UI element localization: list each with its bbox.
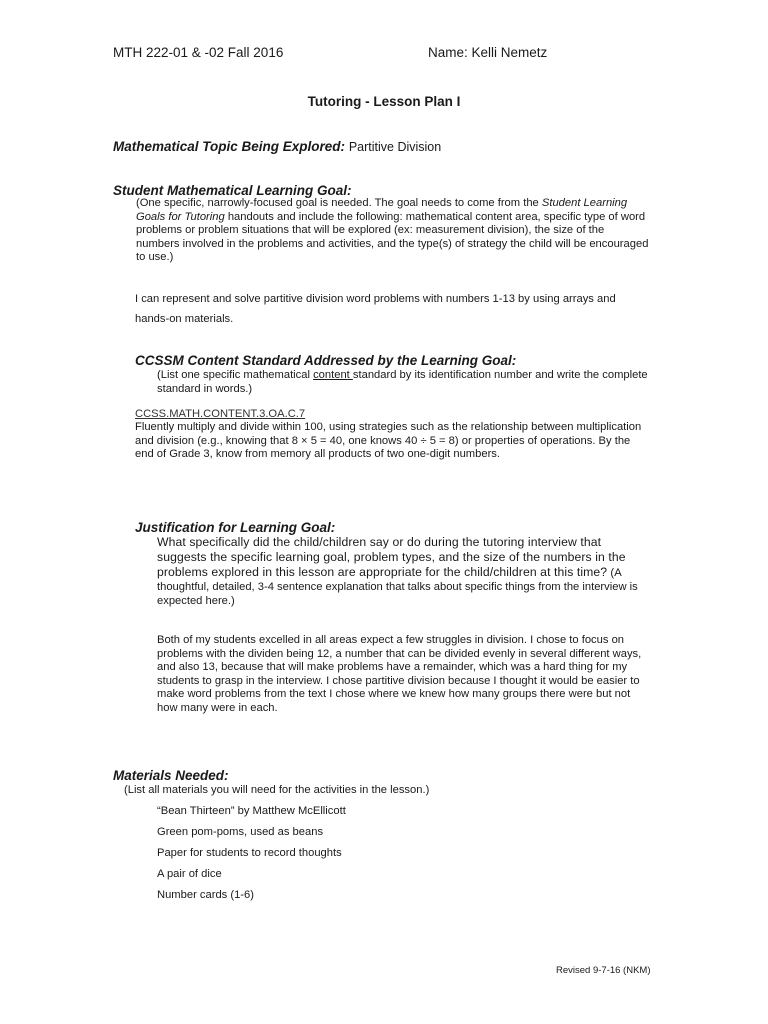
justification-instructions <box>157 535 677 581</box>
goal-heading: Student Mathematical Learning Goal: <box>113 183 352 198</box>
justification-answer-line: problems with the dividen being 12, a number that can be divided evenly in several different ways, <box>157 647 642 660</box>
ccssm-instr-line: standard in words.) <box>157 382 253 395</box>
goal-instructions <box>136 197 666 265</box>
ccssm-instructions <box>157 369 677 396</box>
justification-instr-line: expected here.) <box>157 594 235 607</box>
topic-row <box>113 139 441 154</box>
goal-answer-line: I can represent and solve partitive division word problems with numbers 1-13 by using arrays and <box>135 293 616 305</box>
ccssm-text-line: Fluently multiply and divide within 100, using strategies such as the relationship between multiplication <box>135 421 642 433</box>
topic-value: Partitive Division <box>348 140 442 154</box>
ccssm-standard-text <box>135 421 675 462</box>
justification-answer <box>157 634 677 716</box>
page-title: Tutoring - Lesson Plan I <box>307 94 461 109</box>
materials-item: Green pom-poms, used as beans <box>157 826 324 838</box>
ccssm-instr-underlined: content <box>313 369 353 381</box>
goal-instr-line: numbers involved in the problems and activities, and the type(s) of strategy the child will be encouraged <box>136 237 649 250</box>
justification-instr-text: (A <box>607 567 622 579</box>
student-name: Name: Kelli Nemetz <box>428 45 548 60</box>
ccssm-instr-text: standard by its identification number and write the complete <box>352 369 648 381</box>
goal-answer-line: hands-on materials. <box>135 313 234 325</box>
goal-instr-text: (One specific, narrowly-focused goal is needed. The goal needs to come from the <box>136 197 542 209</box>
materials-item: Number cards (1-6) <box>157 889 254 901</box>
justification-heading: Justification for Learning Goal: <box>135 520 336 535</box>
justification-instr-text: problems explored in this lesson are appropriate for the child/children at this time? <box>157 565 608 579</box>
materials-heading: Materials Needed: <box>113 768 229 783</box>
goal-instr-italic: Student Learning <box>541 197 628 209</box>
materials-instructions: (List all materials you will need for the activities in the lesson.) <box>124 784 430 796</box>
ccssm-heading: CCSSM Content Standard Addressed by the Learning Goal: <box>135 353 517 368</box>
justification-answer-line: make word problems from the text I chose where we knew how many groups there were but not <box>157 688 631 701</box>
materials-item: Paper for students to record thoughts <box>157 847 342 859</box>
ccssm-standard-link[interactable]: CCSS.MATH.CONTENT.3.OA.C.7 <box>135 408 306 420</box>
materials-item: “Bean Thirteen” by Matthew McEllicott <box>157 805 346 817</box>
justification-instr-line: suggests the specific learning goal, problem types, and the size of the numbers in the <box>157 550 626 564</box>
justification-answer-line: how many were in each. <box>157 701 278 714</box>
ccssm-text-line: end of Grade 3, know from memory all products of two one-digit numbers. <box>135 448 501 461</box>
goal-instr-line: to use.) <box>136 251 174 264</box>
justification-instr-cont <box>157 581 677 608</box>
revision-note: Revised 9-7-16 (NKM) <box>556 965 651 976</box>
justification-answer-line: and also 13, because that will make problems have a remainder, which was a hard thing for my <box>157 661 628 674</box>
goal-instr-italic: Goals for Tutoring <box>136 210 225 223</box>
ccssm-instr-text: (List one specific mathematical <box>157 369 314 381</box>
course-header: MTH 222-01 & -02 Fall 2016 <box>113 45 284 60</box>
goal-instr-text: handouts and include the following: mathematical content area, specific type of word <box>224 210 646 223</box>
justification-answer-line: Both of my students excelled in all areas expect a few struggles in division. I chose to focus on <box>157 634 625 646</box>
justification-instr-line: thoughtful, detailed, 3-4 sentence explanation that talks about specific things from the interview is <box>157 581 638 593</box>
justification-answer-line: students to grasp in the interview. I chose partitive division because I thought it would be easier to <box>157 674 640 687</box>
justification-instr-line: What specifically did the child/children say or do during the tutoring interview that <box>157 535 602 549</box>
goal-instr-line: problems or problem situations that will be explored (ex: measurement division), the size of the <box>136 224 605 237</box>
materials-item: A pair of dice <box>157 868 222 880</box>
topic-label: Mathematical Topic Being Explored: <box>113 139 346 154</box>
ccssm-text-line: and division (e.g., knowing that 8 × 5 = 40, one knows 40 ÷ 5 = 8) or properties of operations. By the <box>135 434 631 447</box>
